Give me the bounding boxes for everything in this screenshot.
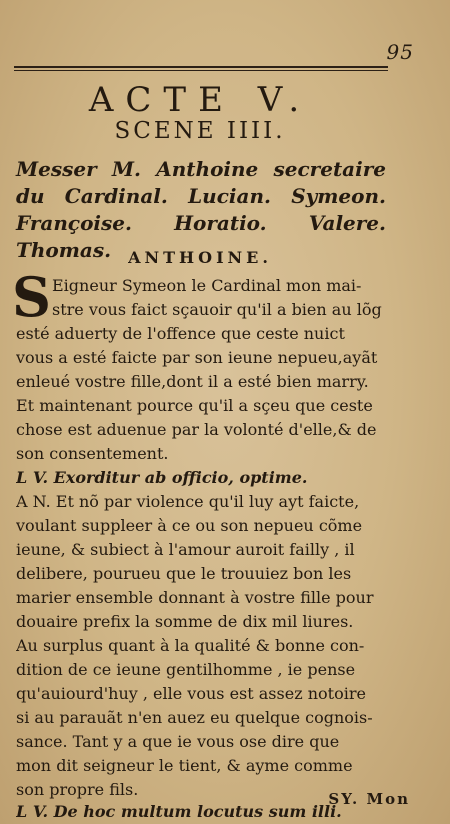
text-line: delibere, pourueu que le trouuiez bon les: [16, 564, 352, 583]
text-line: enleué vostre fille,dont il a esté bien marry.: [16, 372, 369, 391]
text-line: chose est aduenue par la volonté d'elle,& de: [16, 420, 377, 439]
text-line: marier ensemble donnant à vostre fille pour: [16, 588, 374, 607]
marginal-note: L V. Exorditur ab officio, optime.: [16, 468, 308, 487]
page-number: 95: [386, 40, 414, 64]
text-line: Eigneur Symeon le Cardinal mon mai-: [52, 276, 362, 295]
text-line: sance. Tant y a que ie vous ose dire que: [16, 732, 340, 751]
text-line: esté aduerty de l'offence que ceste nuict: [16, 324, 345, 343]
catchword: SY. Mon: [328, 790, 410, 808]
text-line: qu'auiourd'huy , elle vous est assez notoire: [16, 684, 366, 703]
dramatis-personae: Messer M. Anthoine secretaire du Cardinal. Lucian. Symeon. Françoise. Horatio. Valere. Thomas.: [16, 157, 386, 262]
scene-title: SCENE IIII.: [114, 118, 286, 144]
text-line: voulant suppleer à ce ou son nepueu cõme: [16, 516, 363, 535]
header-rule: [14, 66, 388, 71]
text-line: ieune, & subiect à l'amour auroit failly , il: [16, 540, 355, 559]
text-line: mon dit seigneur le tient, & ayme comme: [16, 756, 353, 775]
drop-cap-letter: S: [12, 265, 51, 329]
text-line: son propre fils.: [16, 780, 139, 799]
text-line: A N. Et nõ par violence qu'il luy ayt faicte,: [16, 492, 360, 511]
text-line: stre vous faict sçauoir qu'il a bien au lõg: [52, 300, 382, 319]
text-line: si au parauãt n'en auez eu quelque cognois-: [16, 708, 373, 727]
text-line: dition de ce ieune gentilhomme , ie pense: [16, 660, 356, 679]
act-title: ACTE V.: [88, 80, 312, 120]
text-line: son consentement.: [16, 444, 169, 463]
text-line: Et maintenant pource qu'il a sçeu que ceste: [16, 396, 373, 415]
text-line: douaire prefix la somme de dix mil liures.: [16, 612, 354, 631]
text-line: Au surplus quant à la qualité & bonne con-: [16, 636, 365, 655]
text-line: vous a esté faicte par son ieune nepueu,ayãt: [16, 348, 378, 367]
speaker-name: ANTHOINE.: [128, 248, 272, 267]
marginal-note: L V. De hoc multum locutus sum illi.: [16, 802, 342, 821]
